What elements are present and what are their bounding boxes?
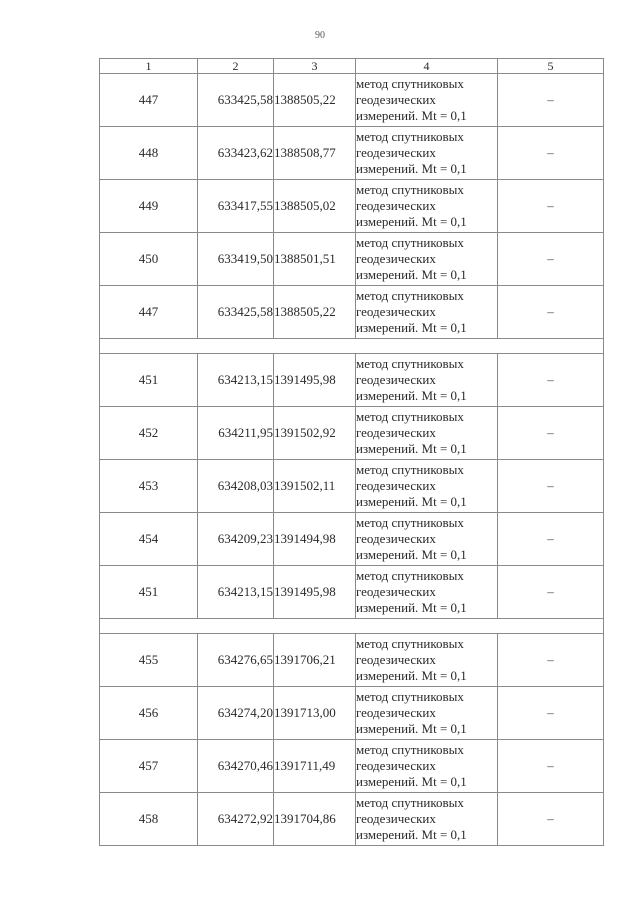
point-number-cell: 457 [100, 740, 198, 793]
point-number-cell: 456 [100, 687, 198, 740]
method-line: метод спутниковых [356, 515, 464, 530]
method-line: измерений. Mt = 0,1 [356, 214, 467, 229]
x-coordinate-cell: 634276,65 [198, 634, 274, 687]
note-cell: – [498, 687, 604, 740]
method-line: измерений. Mt = 0,1 [356, 388, 467, 403]
x-coordinate-cell: 634211,95 [198, 407, 274, 460]
method-cell [356, 74, 498, 127]
method-line: геодезических [356, 92, 436, 107]
method-cell [356, 793, 498, 846]
note-cell: – [498, 407, 604, 460]
method-line: метод спутниковых [356, 76, 464, 91]
column-header: 3 [274, 59, 356, 74]
x-coordinate-cell: 633425,58 [198, 286, 274, 339]
x-coordinate-cell: 634213,15 [198, 566, 274, 619]
method-cell [356, 354, 498, 407]
method-line: метод спутниковых [356, 129, 464, 144]
method-line: геодезических [356, 705, 436, 720]
note-cell: – [498, 513, 604, 566]
point-number-cell: 453 [100, 460, 198, 513]
table-row [100, 566, 604, 619]
column-header: 1 [100, 59, 198, 74]
method-cell [356, 687, 498, 740]
method-line: метод спутниковых [356, 409, 464, 424]
group-separator-row [100, 339, 604, 354]
point-number-cell: 449 [100, 180, 198, 233]
point-number-cell: 454 [100, 513, 198, 566]
x-coordinate-cell: 634274,20 [198, 687, 274, 740]
y-coordinate-cell: 1388508,77 [274, 127, 356, 180]
y-coordinate-cell: 1388505,22 [274, 74, 356, 127]
method-line: метод спутниковых [356, 182, 464, 197]
y-coordinate-cell: 1391704,86 [274, 793, 356, 846]
x-coordinate-cell: 634272,92 [198, 793, 274, 846]
x-coordinate-cell: 634208,03 [198, 460, 274, 513]
method-line: геодезических [356, 304, 436, 319]
table-row [100, 513, 604, 566]
x-coordinate-cell: 634209,23 [198, 513, 274, 566]
method-line: измерений. Mt = 0,1 [356, 721, 467, 736]
method-line: метод спутниковых [356, 568, 464, 583]
method-cell [356, 634, 498, 687]
method-line: измерений. Mt = 0,1 [356, 161, 467, 176]
x-coordinate-cell: 633419,50 [198, 233, 274, 286]
method-line: измерений. Mt = 0,1 [356, 267, 467, 282]
table-row [100, 407, 604, 460]
x-coordinate-cell: 634213,15 [198, 354, 274, 407]
point-number-cell: 447 [100, 286, 198, 339]
x-coordinate-cell: 633425,58 [198, 74, 274, 127]
point-number-cell: 448 [100, 127, 198, 180]
note-cell: – [498, 233, 604, 286]
point-number-cell: 450 [100, 233, 198, 286]
note-cell: – [498, 354, 604, 407]
method-line: измерений. Mt = 0,1 [356, 774, 467, 789]
method-line: метод спутниковых [356, 636, 464, 651]
table-row [100, 74, 604, 127]
note-cell: – [498, 566, 604, 619]
method-line: метод спутниковых [356, 288, 464, 303]
method-line: геодезических [356, 531, 436, 546]
table-row [100, 354, 604, 407]
method-line: геодезических [356, 145, 436, 160]
y-coordinate-cell: 1388501,51 [274, 233, 356, 286]
y-coordinate-cell: 1388505,02 [274, 180, 356, 233]
method-line: геодезических [356, 198, 436, 213]
method-line: измерений. Mt = 0,1 [356, 827, 467, 842]
method-line: метод спутниковых [356, 235, 464, 250]
table-row [100, 740, 604, 793]
point-number-cell: 451 [100, 354, 198, 407]
method-line: геодезических [356, 652, 436, 667]
point-number-cell: 451 [100, 566, 198, 619]
x-coordinate-cell: 633417,55 [198, 180, 274, 233]
y-coordinate-cell: 1391706,21 [274, 634, 356, 687]
table-row [100, 793, 604, 846]
point-number-cell: 447 [100, 74, 198, 127]
note-cell: – [498, 793, 604, 846]
y-coordinate-cell: 1391502,92 [274, 407, 356, 460]
method-line: геодезических [356, 758, 436, 773]
method-cell [356, 180, 498, 233]
note-cell: – [498, 127, 604, 180]
method-cell [356, 566, 498, 619]
method-cell [356, 233, 498, 286]
method-line: измерений. Mt = 0,1 [356, 108, 467, 123]
point-number-cell: 452 [100, 407, 198, 460]
method-cell [356, 740, 498, 793]
method-line: метод спутниковых [356, 742, 464, 757]
method-line: геодезических [356, 584, 436, 599]
method-line: геодезических [356, 425, 436, 440]
method-cell [356, 127, 498, 180]
y-coordinate-cell: 1391494,98 [274, 513, 356, 566]
method-line: метод спутниковых [356, 462, 464, 477]
note-cell: – [498, 74, 604, 127]
x-coordinate-cell: 633423,62 [198, 127, 274, 180]
note-cell: – [498, 286, 604, 339]
table-row [100, 634, 604, 687]
y-coordinate-cell: 1391495,98 [274, 566, 356, 619]
method-line: измерений. Mt = 0,1 [356, 668, 467, 683]
point-number-cell: 458 [100, 793, 198, 846]
x-coordinate-cell: 634270,46 [198, 740, 274, 793]
method-line: измерений. Mt = 0,1 [356, 547, 467, 562]
table-row [100, 460, 604, 513]
table-row [100, 233, 604, 286]
note-cell: – [498, 740, 604, 793]
note-cell: – [498, 460, 604, 513]
separator-cell [100, 619, 604, 634]
group-separator-row [100, 619, 604, 634]
table-row [100, 127, 604, 180]
y-coordinate-cell: 1391495,98 [274, 354, 356, 407]
table-header-row [100, 59, 604, 74]
table-row [100, 687, 604, 740]
column-header: 2 [198, 59, 274, 74]
page-number: 90 [315, 30, 325, 41]
table-row [100, 180, 604, 233]
method-line: геодезических [356, 251, 436, 266]
method-line: геодезических [356, 811, 436, 826]
note-cell: – [498, 180, 604, 233]
y-coordinate-cell: 1391713,00 [274, 687, 356, 740]
method-cell [356, 286, 498, 339]
table-row [100, 286, 604, 339]
y-coordinate-cell: 1391502,11 [274, 460, 356, 513]
column-header: 5 [498, 59, 604, 74]
separator-cell [100, 339, 604, 354]
y-coordinate-cell: 1388505,22 [274, 286, 356, 339]
method-line: метод спутниковых [356, 356, 464, 371]
y-coordinate-cell: 1391711,49 [274, 740, 356, 793]
note-cell: – [498, 634, 604, 687]
point-number-cell: 455 [100, 634, 198, 687]
method-cell [356, 513, 498, 566]
method-line: геодезических [356, 478, 436, 493]
method-line: метод спутниковых [356, 795, 464, 810]
coordinates-table [99, 58, 604, 846]
method-line: измерений. Mt = 0,1 [356, 494, 467, 509]
method-line: метод спутниковых [356, 689, 464, 704]
column-header: 4 [356, 59, 498, 74]
method-cell [356, 407, 498, 460]
method-line: геодезических [356, 372, 436, 387]
method-line: измерений. Mt = 0,1 [356, 441, 467, 456]
method-line: измерений. Mt = 0,1 [356, 320, 467, 335]
method-cell [356, 460, 498, 513]
method-line: измерений. Mt = 0,1 [356, 600, 467, 615]
